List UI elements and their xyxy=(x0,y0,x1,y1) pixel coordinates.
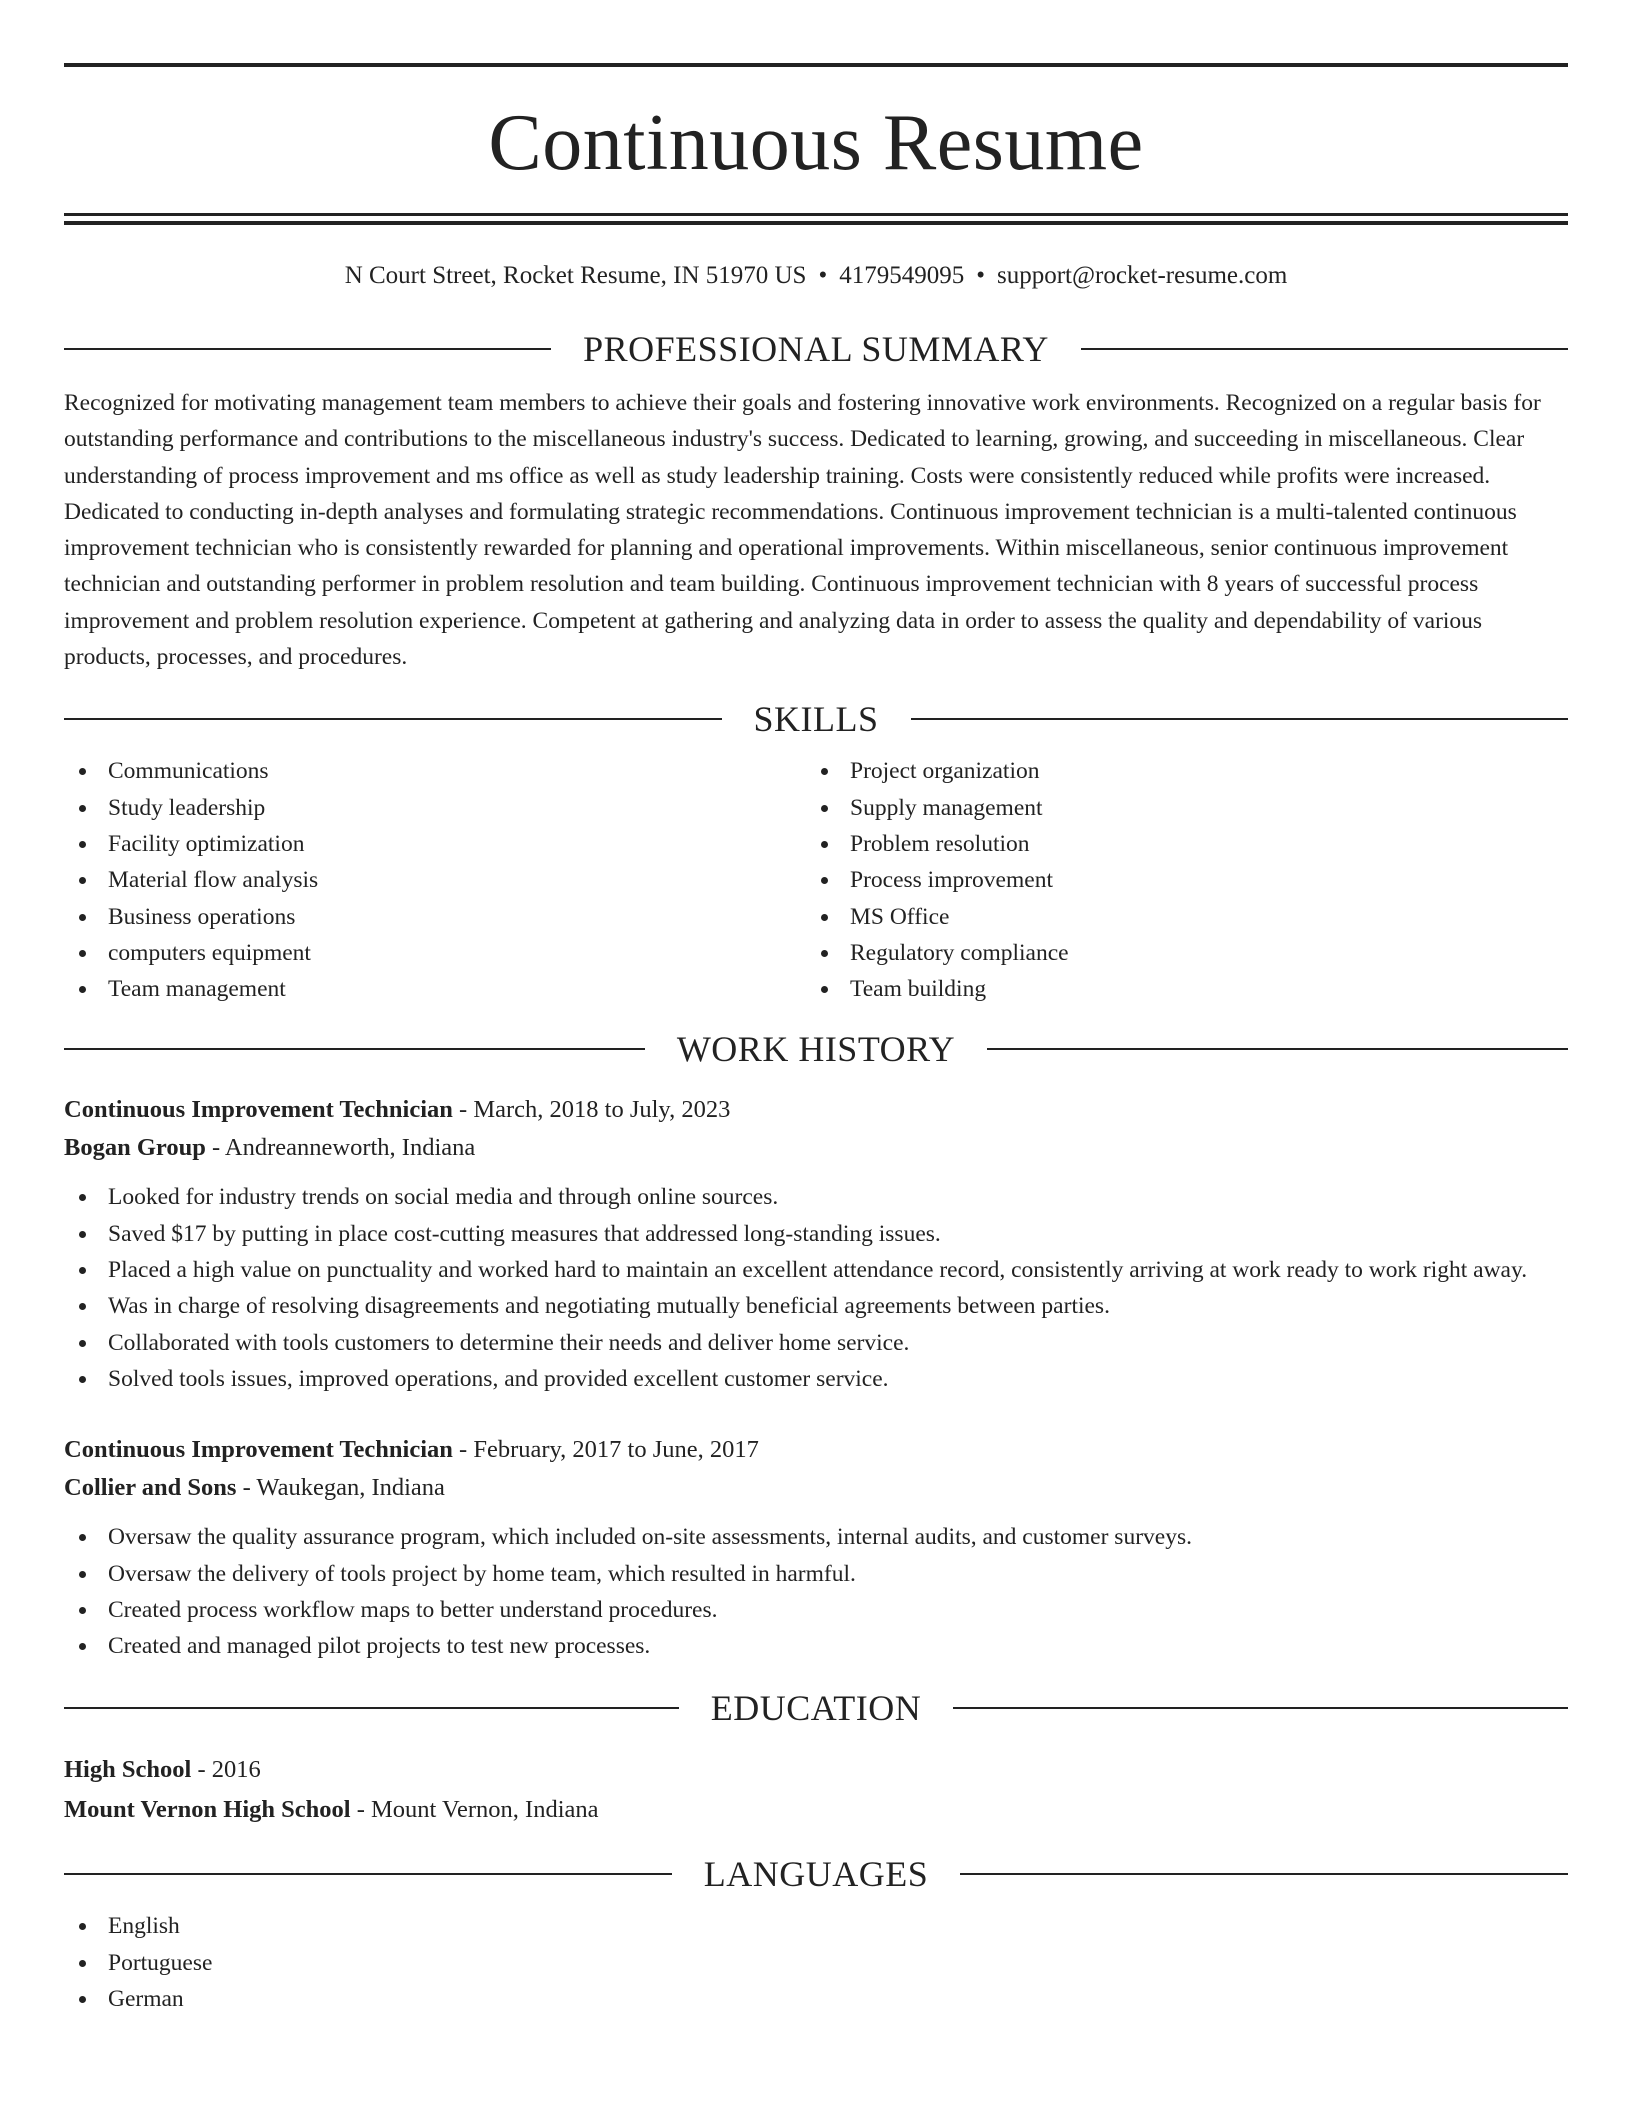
double-rule xyxy=(64,213,1568,225)
skill-item: Study leadership xyxy=(64,790,806,826)
divider-line xyxy=(64,718,722,720)
section-heading-summary xyxy=(64,327,1568,371)
section-heading-education xyxy=(64,1686,1568,1730)
job-title-line xyxy=(64,1431,1568,1469)
skill-item: Team building xyxy=(806,971,1548,1007)
skill-item: Communications xyxy=(64,753,806,789)
top-rule xyxy=(64,63,1568,67)
education-degree: High School xyxy=(64,1756,192,1784)
job-bullet: Collaborated with tools customers to determine their needs and deliver home service. xyxy=(64,1325,1568,1361)
job-bullets xyxy=(64,1179,1568,1397)
job-bullet: Looked for industry trends on social media and through online sources. xyxy=(64,1179,1568,1215)
contact-separator: • xyxy=(818,262,828,289)
job-company-line xyxy=(64,1129,1568,1167)
skill-item: Process improvement xyxy=(806,862,1548,898)
resume-page xyxy=(64,0,1568,2017)
section-title-work: WORK HISTORY xyxy=(676,1029,956,1070)
skill-item: Team management xyxy=(64,971,806,1007)
contact-address: N Court Street, Rocket Resume, IN 51970 US xyxy=(344,262,807,289)
contact-separator: • xyxy=(976,262,985,289)
education-school: Mount Vernon High School xyxy=(64,1796,351,1824)
skills-column-left xyxy=(64,753,806,1007)
section-title-summary: PROFESSIONAL SUMMARY xyxy=(583,329,1049,369)
education-year: - 2016 xyxy=(191,1756,261,1784)
divider-line xyxy=(911,718,1569,720)
job-bullet: Solved tools issues, improved operations, and provided excellent customer service. xyxy=(64,1361,1568,1397)
language-item: Portuguese xyxy=(64,1945,1568,1981)
section-title-skills: SKILLS xyxy=(753,699,879,740)
job-company: Collier and Sons xyxy=(64,1474,237,1502)
job-location: - Andreanneworth, Indiana xyxy=(205,1134,476,1162)
job-company-line xyxy=(64,1469,1568,1507)
skill-item: Problem resolution xyxy=(806,826,1548,862)
divider-line xyxy=(953,1707,1568,1709)
skills-grid xyxy=(64,753,1568,1007)
education-degree-line xyxy=(64,1750,1568,1790)
divider-line xyxy=(960,1873,1568,1875)
job-entry xyxy=(64,1091,1568,1397)
divider-line xyxy=(64,1707,679,1709)
skill-item: Facility optimization xyxy=(64,826,806,862)
job-bullets xyxy=(64,1519,1568,1664)
divider-line xyxy=(987,1048,1568,1050)
contact-line xyxy=(64,261,1568,291)
contact-phone: 4179549095 xyxy=(839,262,965,289)
job-dates: - March, 2018 to July, 2023 xyxy=(452,1096,731,1124)
education-school-line xyxy=(64,1790,1568,1830)
skill-item: Business operations xyxy=(64,899,806,935)
divider-line xyxy=(64,1873,672,1875)
section-title-education: EDUCATION xyxy=(710,1688,922,1729)
job-title: Continuous Improvement Technician xyxy=(64,1096,453,1124)
section-title-languages: LANGUAGES xyxy=(703,1854,929,1895)
job-title: Continuous Improvement Technician xyxy=(64,1436,453,1464)
skills-column-right xyxy=(806,753,1548,1007)
skill-item: MS Office xyxy=(806,899,1548,935)
contact-email: support@rocket-resume.com xyxy=(997,262,1288,289)
job-title-line xyxy=(64,1091,1568,1129)
skill-item: Supply management xyxy=(806,790,1548,826)
job-bullet: Was in charge of resolving disagreements and negotiating mutually beneficial agreements between parties. xyxy=(64,1288,1568,1324)
education-entry xyxy=(64,1750,1568,1830)
languages-list xyxy=(64,1908,1568,2017)
skill-item: Project organization xyxy=(806,753,1548,789)
section-heading-work xyxy=(64,1027,1568,1071)
section-heading-skills xyxy=(64,697,1568,741)
summary-text: Recognized for motivating management team members to achieve their goals and fostering innovative work environments. Recognized on a regular basis for outstanding performance and contributions to the miscellaneous industry's success. Dedicated to learning, growing, and succeeding in miscellaneous. Clear understanding of process improvement and ms office as well as study leadership training. Costs were consistently reduced while profits were increased. Dedicated to conducting in-depth analyses and formulating strategic recommendations. Continuous improvement technician is a multi-talented continuous improvement technician who is consistently rewarded for planning and operational improvements. Within miscellaneous, senior continuous improvement technician and outstanding performer in problem resolution and team building. Continuous improvement technician with 8 years of successful process improvement and problem resolution experience. Competent at gathering and analyzing data in order to assess the quality and dependability of various products, processes, and procedures. xyxy=(64,390,1541,671)
job-bullet: Oversaw the quality assurance program, which included on-site assessments, internal audits, and customer surveys. xyxy=(64,1519,1568,1555)
education-location: - Mount Vernon, Indiana xyxy=(350,1796,599,1824)
job-bullet: Created process workflow maps to better understand procedures. xyxy=(64,1592,1568,1628)
language-item: English xyxy=(64,1908,1568,1944)
skill-item: Material flow analysis xyxy=(64,862,806,898)
job-company: Bogan Group xyxy=(64,1134,206,1162)
job-bullet: Placed a high value on punctuality and worked hard to maintain an excellent attendance record, consistently arriving at work ready to work right away. xyxy=(64,1252,1568,1288)
job-bullet: Oversaw the delivery of tools project by home team, which resulted in harmful. xyxy=(64,1556,1568,1592)
skill-item: Regulatory compliance xyxy=(806,935,1548,971)
divider-line xyxy=(64,1048,645,1050)
job-dates: - February, 2017 to June, 2017 xyxy=(452,1436,759,1464)
divider-line xyxy=(1081,348,1568,350)
job-entry xyxy=(64,1431,1568,1664)
skill-item: computers equipment xyxy=(64,935,806,971)
language-item: German xyxy=(64,1981,1568,2017)
divider-line xyxy=(64,348,551,350)
job-bullet: Created and managed pilot projects to test new processes. xyxy=(64,1628,1568,1664)
job-bullet: Saved $17 by putting in place cost-cutting measures that addressed long-standing issues. xyxy=(64,1216,1568,1252)
resume-name: Continuous Resume xyxy=(488,99,1144,187)
job-location: - Waukegan, Indiana xyxy=(236,1474,445,1502)
section-heading-languages xyxy=(64,1852,1568,1896)
